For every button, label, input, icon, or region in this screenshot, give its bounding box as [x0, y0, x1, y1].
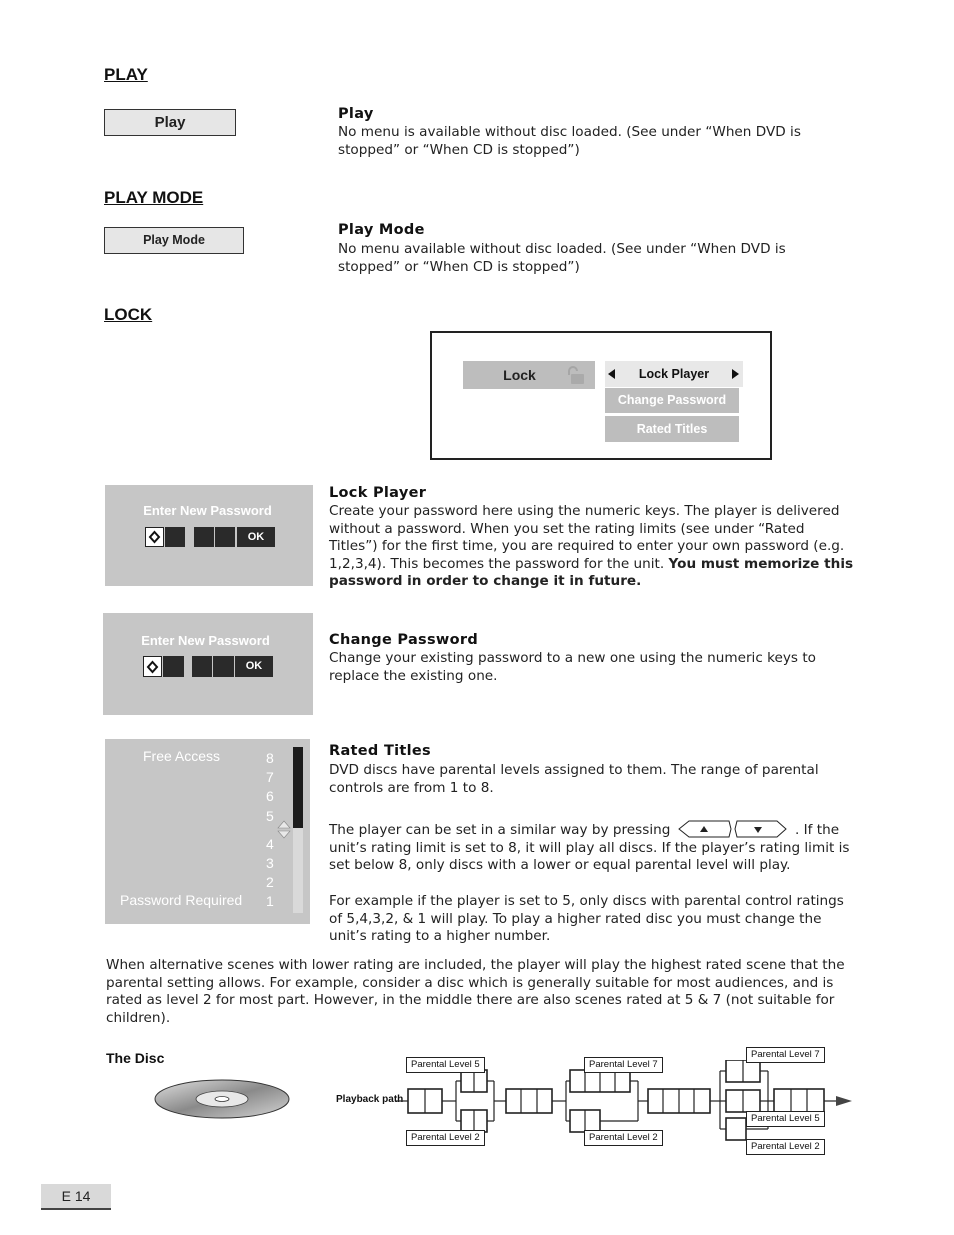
lock-menu-tab [463, 361, 595, 389]
alt-scenes-text: When alternative scenes with lower rating are included, the player will play the highest rated scene that the parental setting allows. For example, consider a disc which is generally suitable for most audiences, and is rated as level 2 for most part. However, in the middle there are also scenes rated at 5 & 7 (not suitable for children). [106, 957, 845, 1026]
lock-menu-screen [430, 331, 772, 460]
level-4: 4 [266, 836, 274, 852]
lock-menu-label: Lock [503, 367, 536, 383]
padlock-icon [565, 365, 587, 385]
parental-level-tag: Parental Level 2 [406, 1130, 485, 1146]
rated-titles-p2-end: . If the unit’s rating limit is set to 8, it will play all discs. If the player’s rating limit is set below 8, only discs with a lower or equal parental level will play. [329, 822, 850, 873]
level-3: 3 [266, 855, 274, 871]
lock-heading: LOCK [104, 305, 153, 324]
play-mode-title: Play Mode [338, 222, 425, 238]
arrow-right-icon [732, 369, 740, 379]
password-digit-cell [194, 527, 214, 547]
level-1: 1 [266, 893, 274, 909]
password-cursor-cell [143, 656, 162, 677]
rated-titles-option: Rated Titles [605, 416, 739, 442]
password-digit-cell [215, 527, 235, 547]
rated-titles-p3: For example if the player is set to 5, only discs with parental control ratings of 5,4,3,2, & 1 will play. To play a higher rated disc you must change the unit’s rating to a higher number. [329, 893, 844, 944]
play-text: No menu is available without disc loaded. (See under “When DVD is stopped” or “When CD is stopped”) [338, 124, 801, 158]
parental-level-tag: Parental Level 7 [746, 1047, 825, 1063]
rating-panel [105, 739, 310, 924]
disc-icon [154, 1078, 292, 1122]
lock-player-option [605, 361, 743, 387]
enter-password-label: Enter New Password [143, 503, 272, 518]
play-button: Play [104, 109, 236, 136]
password-required-label: Password Required [120, 892, 243, 908]
play-mode-heading: PLAY MODE [104, 188, 204, 207]
playback-path-label: Playback path [336, 1094, 404, 1105]
lock-player-text [329, 503, 856, 591]
page-number: E 14 [61, 1188, 91, 1204]
parental-level-tag: Parental Level 7 [584, 1057, 663, 1073]
up-down-arrows-icon [277, 820, 291, 840]
lock-player-option-label: Lock Player [638, 367, 710, 381]
change-password-title: Change Password [329, 632, 479, 648]
play-mode-button: Play Mode [104, 227, 244, 254]
parental-level-tag: Parental Level 5 [746, 1111, 825, 1127]
play-heading: PLAY [104, 65, 148, 84]
level-7: 7 [266, 769, 274, 785]
rating-slider-track [293, 747, 303, 913]
change-password-text: Change your existing password to a new one using the numeric keys to replace the existing one. [329, 650, 816, 684]
up-down-keys-icon [677, 819, 789, 839]
rated-titles-p2 [329, 819, 855, 875]
lock-player-warning: You must memorize this password in order to change it in future. [329, 555, 854, 589]
password-cursor-cell [145, 527, 164, 547]
change-password-panel [103, 613, 313, 715]
level-2: 2 [266, 874, 274, 890]
password-digit-cell [213, 656, 234, 677]
level-6: 6 [266, 788, 274, 804]
play-title: Play [338, 106, 374, 122]
parental-level-tag: Parental Level 2 [584, 1130, 663, 1146]
rated-titles-p1: DVD discs have parental levels assigned to them. The range of parental controls are from 1 to 8. [329, 762, 819, 796]
level-8: 8 [266, 750, 274, 766]
play-mode-text: No menu available without disc loaded. (See under “When DVD is stopped” or “When CD is stopped”) [338, 241, 786, 275]
enter-password-panel [105, 485, 313, 586]
rated-titles-title: Rated Titles [329, 743, 431, 759]
lock-player-title: Lock Player [329, 485, 427, 501]
password-digit-cell [192, 656, 212, 677]
lock-player-body: Create your password here using the numeric keys. The player is delivered without a password. When you set the rating limits (see under “Rated Titles”) for the first time, you are required to enter your own password (e.g. 1,2,3,4). This becomes the password for the unit. [329, 503, 845, 572]
ok-button: OK [235, 656, 273, 677]
change-password-option: Change Password [605, 388, 739, 413]
level-5: 5 [266, 808, 274, 824]
cursor-diamond-icon [146, 528, 163, 546]
page-number-badge [41, 1184, 111, 1210]
rated-titles-p2-start: The player can be set in a similar way by pressing [329, 822, 671, 838]
free-access-label: Free Access [143, 748, 221, 764]
rating-slider-fill [293, 747, 303, 828]
cursor-diamond-icon [144, 657, 161, 676]
password-digit-cell [163, 656, 184, 677]
password-digit-cell [165, 527, 185, 547]
parental-level-tag: Parental Level 5 [406, 1057, 485, 1073]
parental-level-tag: Parental Level 2 [746, 1139, 825, 1155]
disc-label: The Disc [106, 1050, 165, 1066]
enter-password-label: Enter New Password [141, 633, 270, 648]
ok-button: OK [237, 527, 275, 547]
